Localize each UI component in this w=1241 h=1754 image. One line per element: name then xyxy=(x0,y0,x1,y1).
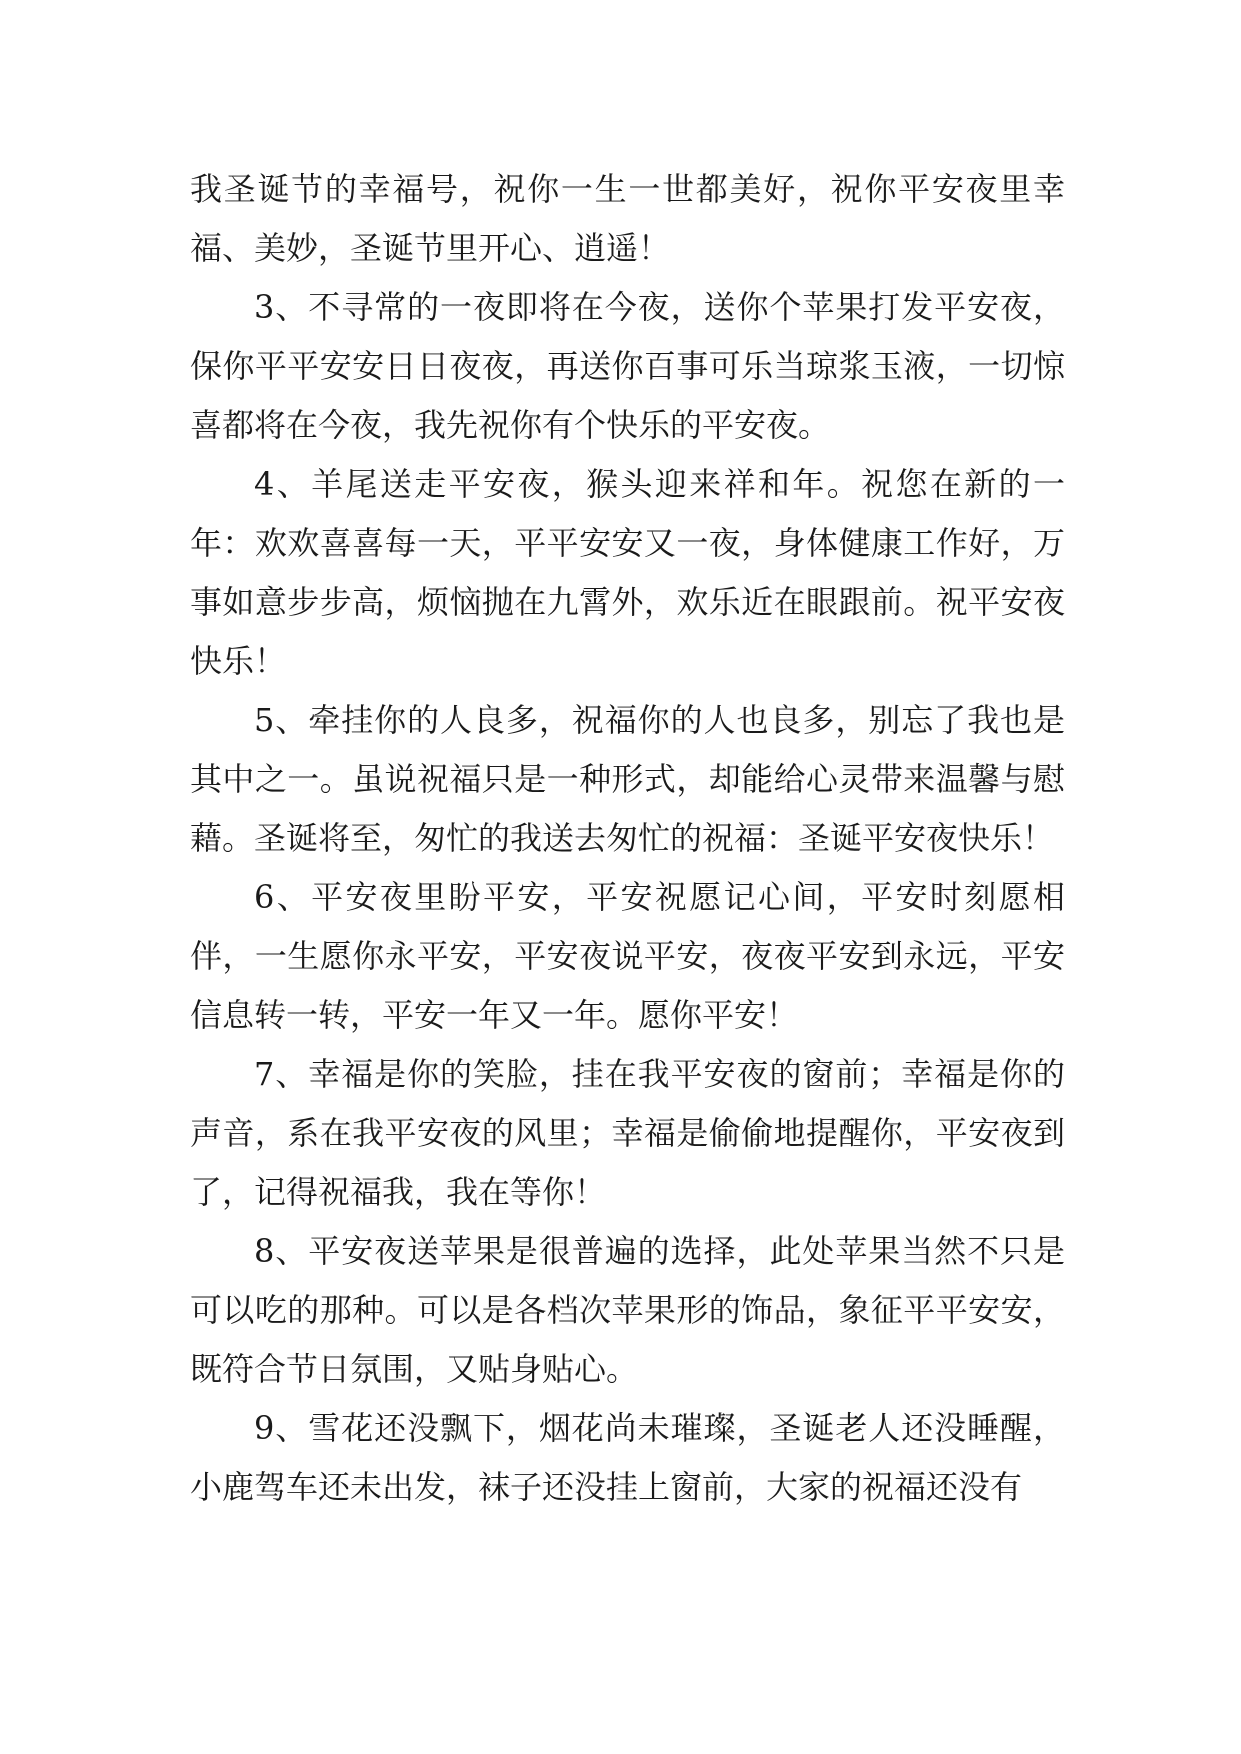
paragraph-continuation: 我圣诞节的幸福号，祝你一生一世都美好，祝你平安夜里幸福、美妙，圣诞节里开心、逍遥！ xyxy=(190,170,1065,267)
paragraph-3: 3、不寻常的一夜即将在今夜，送你个苹果打发平安夜，保你平平安安日日夜夜，再送你百事可乐当琼浆玉液，一切惊喜都将在今夜，我先祝你有个快乐的平安夜。 xyxy=(190,288,1065,444)
paragraph-9: 9、雪花还没飘下，烟花尚未璀璨，圣诞老人还没睡醒，小鹿驾车还未出发，袜子还没挂上窗前，大家的祝福还没有 xyxy=(190,1409,1065,1506)
paragraph-5: 5、牵挂你的人良多，祝福你的人也良多，别忘了我也是其中之一。虽说祝福只是一种形式，却能给心灵带来温馨与慰藉。圣诞将至，匆忙的我送去匆忙的祝福：圣诞平安夜快乐！ xyxy=(190,701,1065,857)
document-body xyxy=(190,160,1065,1517)
paragraph-7: 7、幸福是你的笑脸，挂在我平安夜的窗前；幸福是你的声音，系在我平安夜的风里；幸福是偷偷地提醒你，平安夜到了，记得祝福我，我在等你！ xyxy=(190,1055,1065,1211)
paragraph-8: 8、平安夜送苹果是很普遍的选择，此处苹果当然不只是可以吃的那种。可以是各档次苹果形的饰品，象征平平安安，既符合节日氛围，又贴身贴心。 xyxy=(190,1232,1065,1388)
paragraph-4: 4、羊尾送走平安夜，猴头迎来祥和年。祝您在新的一年：欢欢喜喜每一天，平平安安又一夜，身体健康工作好，万事如意步步高，烦恼抛在九霄外，欢乐近在眼跟前。祝平安夜快乐！ xyxy=(190,465,1065,680)
paragraph-6: 6、平安夜里盼平安，平安祝愿记心间，平安时刻愿相伴，一生愿你永平安，平安夜说平安，夜夜平安到永远，平安信息转一转，平安一年又一年。愿你平安！ xyxy=(190,878,1065,1034)
